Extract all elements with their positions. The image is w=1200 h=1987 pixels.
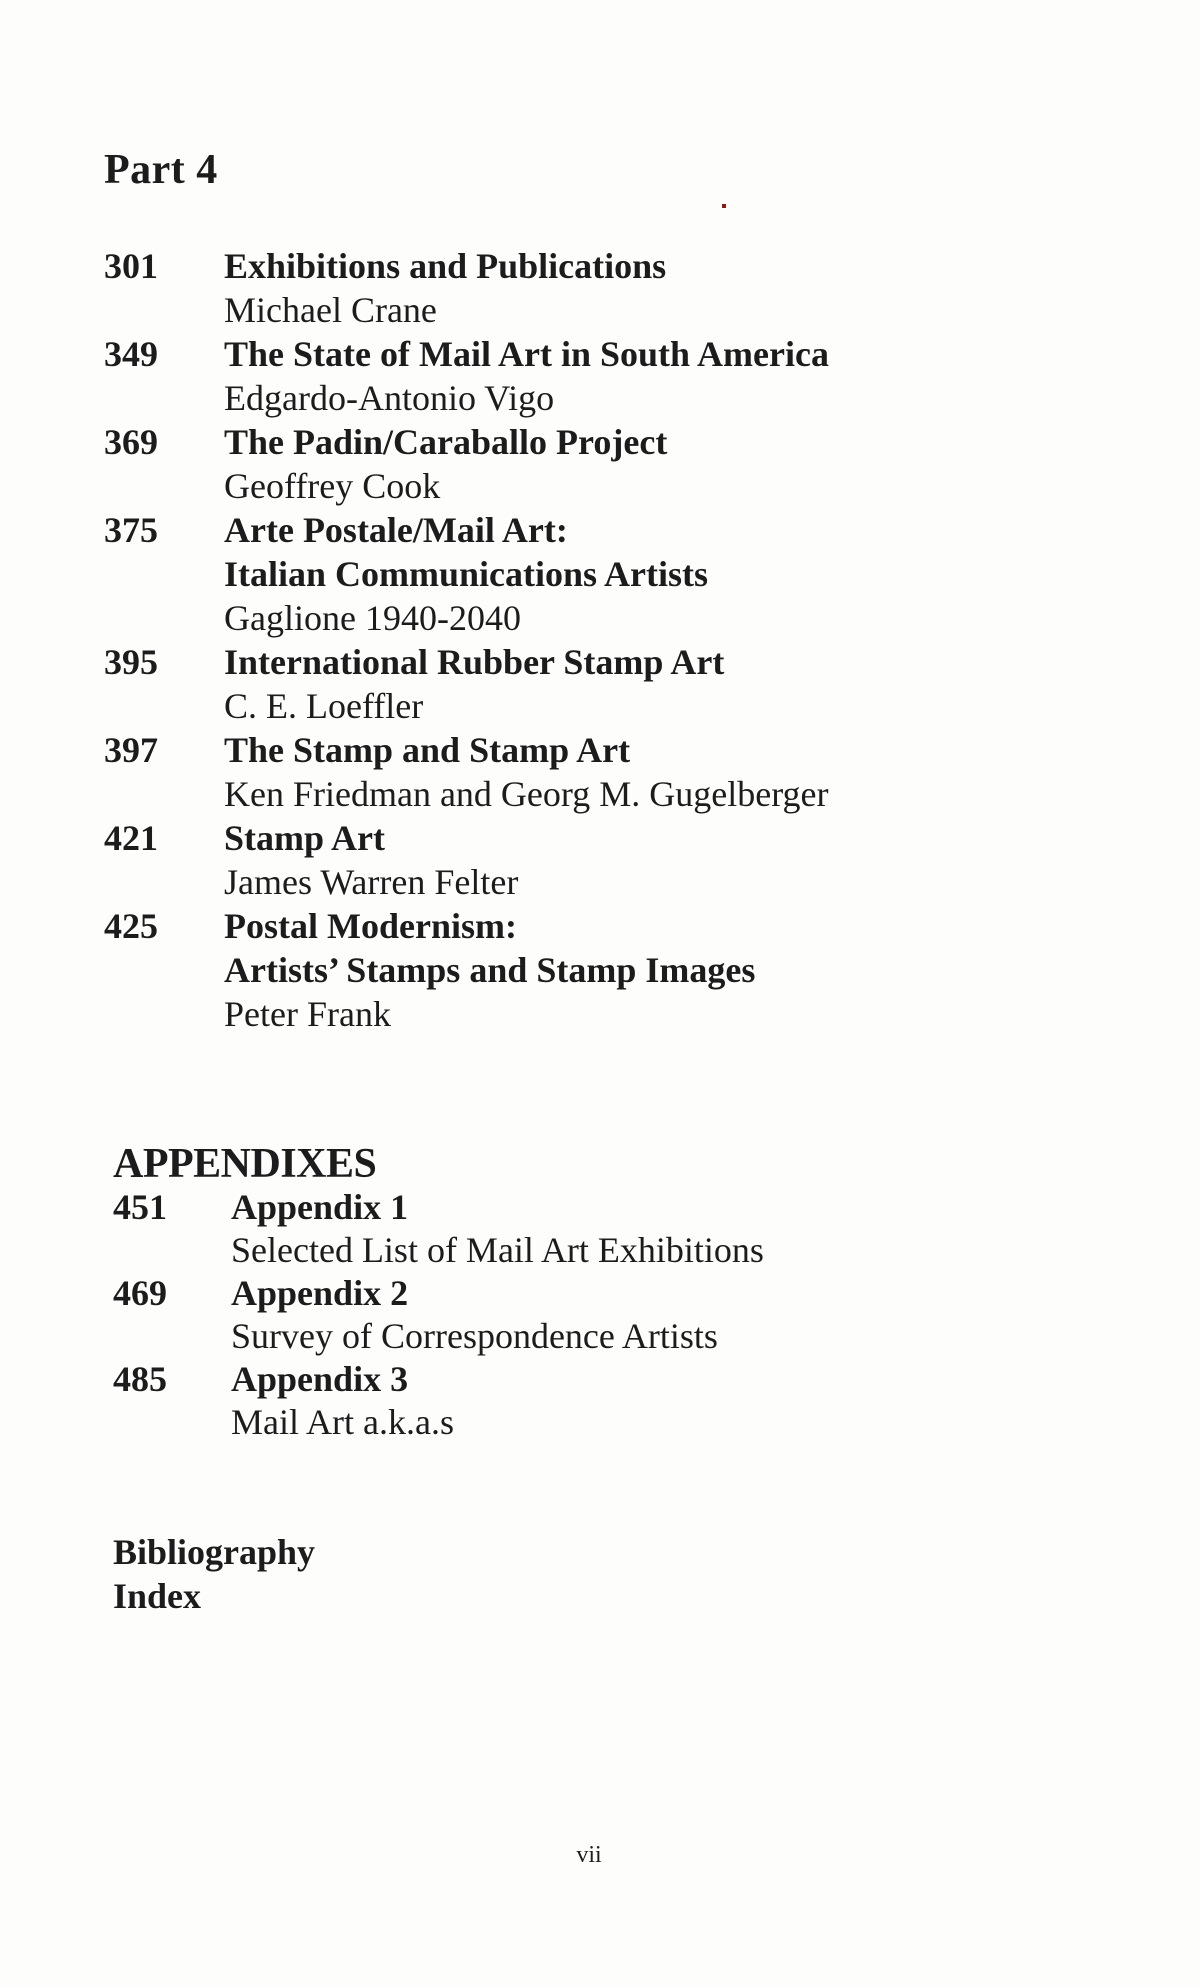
- page-number: 421: [104, 818, 158, 858]
- bibliography-entry: Bibliography: [113, 1532, 316, 1572]
- entry-author: Gaglione 1940-2040: [224, 598, 521, 638]
- page-number: 425: [104, 906, 158, 946]
- page-number: 349: [104, 334, 158, 374]
- entry-subtitle: Survey of Correspondence Artists: [231, 1316, 718, 1356]
- index-entry: Index: [113, 1576, 202, 1616]
- entry-title: Appendix 3: [231, 1359, 409, 1399]
- entry-author: Edgardo-Antonio Vigo: [224, 378, 555, 418]
- entry-title: The Stamp and Stamp Art: [224, 730, 631, 770]
- page-folio: vii: [576, 1842, 602, 1868]
- appendixes-heading: APPENDIXES: [113, 1141, 377, 1187]
- toc-entry: [104, 332, 1104, 420]
- entry-title: International Rubber Stamp Art: [224, 642, 725, 682]
- page-number: 397: [104, 730, 158, 770]
- toc-entry: [104, 904, 1104, 1036]
- entry-subtitle: Mail Art a.k.a.s: [231, 1402, 454, 1442]
- page-number: 395: [104, 642, 158, 682]
- toc-entry: [104, 640, 1104, 728]
- toc-entry: [113, 1272, 1113, 1358]
- entry-title: Exhibitions and Publications: [224, 246, 667, 286]
- toc-entry: [104, 244, 1104, 332]
- toc-entry: [113, 1358, 1113, 1444]
- page-number: 469: [113, 1273, 167, 1313]
- entry-title: Appendix 2: [231, 1273, 409, 1313]
- toc-entry: [104, 816, 1104, 904]
- entry-title: The Padin/Caraballo Project: [224, 422, 668, 462]
- entry-title-continued: Artists’ Stamps and Stamp Images: [224, 950, 756, 990]
- page-number: 451: [113, 1187, 167, 1227]
- entry-title: Postal Modernism:: [224, 906, 517, 946]
- entry-title: Stamp Art: [224, 818, 385, 858]
- part-heading: Part 4: [104, 147, 218, 193]
- entry-author: James Warren Felter: [224, 862, 519, 902]
- toc-entry: [104, 508, 1104, 640]
- ink-speck: [722, 204, 726, 208]
- entry-title: The State of Mail Art in South America: [224, 334, 829, 374]
- toc-entry: [104, 728, 1104, 816]
- entry-title-continued: Italian Communications Artists: [224, 554, 709, 594]
- page-number: 369: [104, 422, 158, 462]
- page-number: 375: [104, 510, 158, 550]
- entry-author: Ken Friedman and Georg M. Gugelberger: [224, 774, 829, 814]
- page-number: 301: [104, 246, 158, 286]
- entry-title: Arte Postale/Mail Art:: [224, 510, 568, 550]
- entry-author: C. E. Loeffler: [224, 686, 424, 726]
- entry-author: Peter Frank: [224, 994, 391, 1034]
- part-4-contents: [104, 244, 1104, 1036]
- page-number: 485: [113, 1359, 167, 1399]
- toc-entry: [104, 420, 1104, 508]
- backmatter: [113, 1530, 315, 1618]
- entry-subtitle: Selected List of Mail Art Exhibitions: [231, 1230, 764, 1270]
- entry-title: Appendix 1: [231, 1187, 409, 1227]
- entry-author: Michael Crane: [224, 290, 437, 330]
- entry-author: Geoffrey Cook: [224, 466, 441, 506]
- toc-entry: [113, 1186, 1113, 1272]
- appendixes-contents: [113, 1186, 1113, 1444]
